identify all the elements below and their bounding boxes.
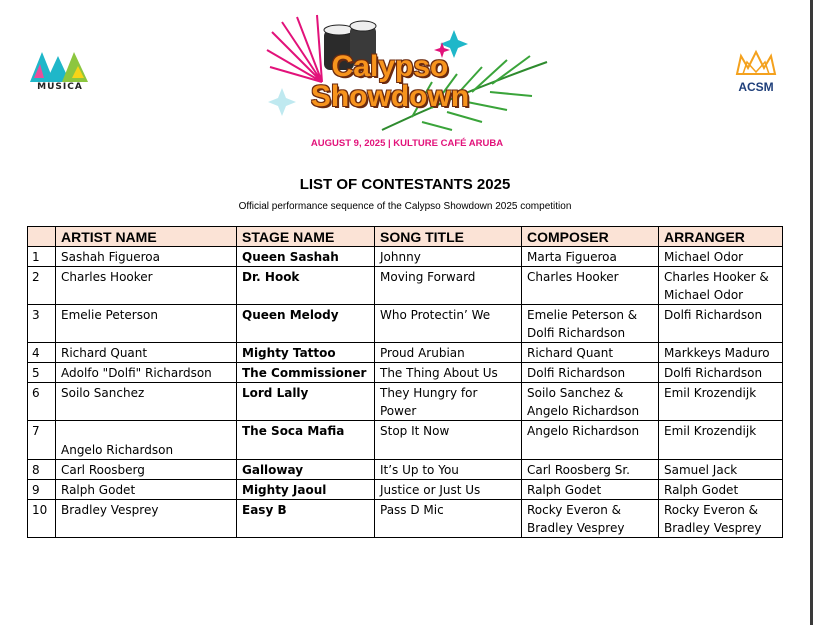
acsm-logo [733,48,779,94]
composer: Richard Quant [522,343,659,363]
stage-name: Queen Sashah [237,247,375,267]
table-row [28,480,783,500]
header-arranger: ARRANGER [659,227,783,247]
composer: Marta Figueroa [522,247,659,267]
row-number: 7 [28,421,56,460]
table-row [28,421,783,460]
stage-name: The Commissioner [237,363,375,383]
stage-name: Easy B [237,500,375,538]
table-header-row [28,227,783,247]
composer: Angelo Richardson [522,421,659,460]
song-title: The Thing About Us [375,363,522,383]
artist-name: Soilo Sanchez [56,383,237,421]
header-song-title: SONG TITLE [375,227,522,247]
page-title: LIST OF CONTESTANTS 2025 [299,176,511,193]
musica-mark-icon [28,48,92,84]
header-stage-name: STAGE NAME [237,227,375,247]
song-title: Moving Forward [375,267,522,305]
arranger: Emil Krozendijk [659,383,783,421]
event-date-venue: AUGUST 9, 2025 | KULTURE CAFÉ ARUBA [310,138,504,149]
row-number: 5 [28,363,56,383]
event-logo-line-1: Calypso [331,50,449,83]
arranger: Emil Krozendijk [659,421,783,460]
song-title: Johnny [375,247,522,267]
stage-name: Galloway [237,460,375,480]
table-row [28,247,783,267]
arranger: Dolfi Richardson [659,363,783,383]
table-row [28,267,783,305]
stage-name: Dr. Hook [237,267,375,305]
composer: Carl Roosberg Sr. [522,460,659,480]
song-title: Who Protectin’ We [375,305,522,343]
song-title: Justice or Just Us [375,480,522,500]
stage-name: Queen Melody [237,305,375,343]
header-artist-name: ARTIST NAME [56,227,237,247]
artist-name: Charles Hooker [56,267,237,305]
artist-name: Carl Roosberg [56,460,237,480]
header-composer: COMPOSER [522,227,659,247]
artist-name: Adolfo "Dolfi" Richardson [56,363,237,383]
table-row [28,460,783,480]
song-title: Stop It Now [375,421,522,460]
row-number: 2 [28,267,56,305]
table-row [28,363,783,383]
arranger: Charles Hooker & Michael Odor [659,267,783,305]
song-title: They Hungry for Power [375,383,522,421]
table-row [28,383,783,421]
composer: Soilo Sanchez & Angelo Richardson [522,383,659,421]
row-number: 1 [28,247,56,267]
stage-name: Mighty Tattoo [237,343,375,363]
composer: Rocky Everon & Bradley Vesprey [522,500,659,538]
table-row [28,343,783,363]
song-title: It’s Up to You [375,460,522,480]
row-number: 9 [28,480,56,500]
page-subtitle: Official performance sequence of the Calypso Showdown 2025 competition [238,201,572,212]
song-title: Pass D Mic [375,500,522,538]
stage-name: The Soca Mafia [237,421,375,460]
artist-name: Angelo Richardson [56,421,237,460]
artist-name: Richard Quant [56,343,237,363]
arranger: Markkeys Maduro [659,343,783,363]
artist-name: Sashah Figueroa [56,247,237,267]
composer: Charles Hooker [522,267,659,305]
row-number: 4 [28,343,56,363]
stage-name: Mighty Jaoul [237,480,375,500]
artist-name: Ralph Godet [56,480,237,500]
row-number: 3 [28,305,56,343]
musica-logo-text: MUSICA [37,82,83,92]
arranger: Samuel Jack [659,460,783,480]
header-number [28,227,56,247]
composer: Dolfi Richardson [522,363,659,383]
table-row [28,305,783,343]
row-number: 10 [28,500,56,538]
composer: Emelie Peterson & Dolfi Richardson [522,305,659,343]
table-row [28,500,783,538]
arranger: Dolfi Richardson [659,305,783,343]
arranger: Ralph Godet [659,480,783,500]
stage-name: Lord Lally [237,383,375,421]
arranger: Michael Odor [659,247,783,267]
row-number: 6 [28,383,56,421]
artist-name: Bradley Vesprey [56,500,237,538]
artist-name: Emelie Peterson [56,305,237,343]
acsm-logo-text: ACSM [738,80,774,94]
crown-icon [733,48,779,80]
event-logo-title [285,52,495,112]
musica-logo [28,48,92,94]
row-number: 8 [28,460,56,480]
arranger: Rocky Everon & Bradley Vesprey [659,500,783,538]
contestants-table [27,226,783,538]
composer: Ralph Godet [522,480,659,500]
event-logo-line-2: Showdown [310,80,470,113]
song-title: Proud Arubian [375,343,522,363]
